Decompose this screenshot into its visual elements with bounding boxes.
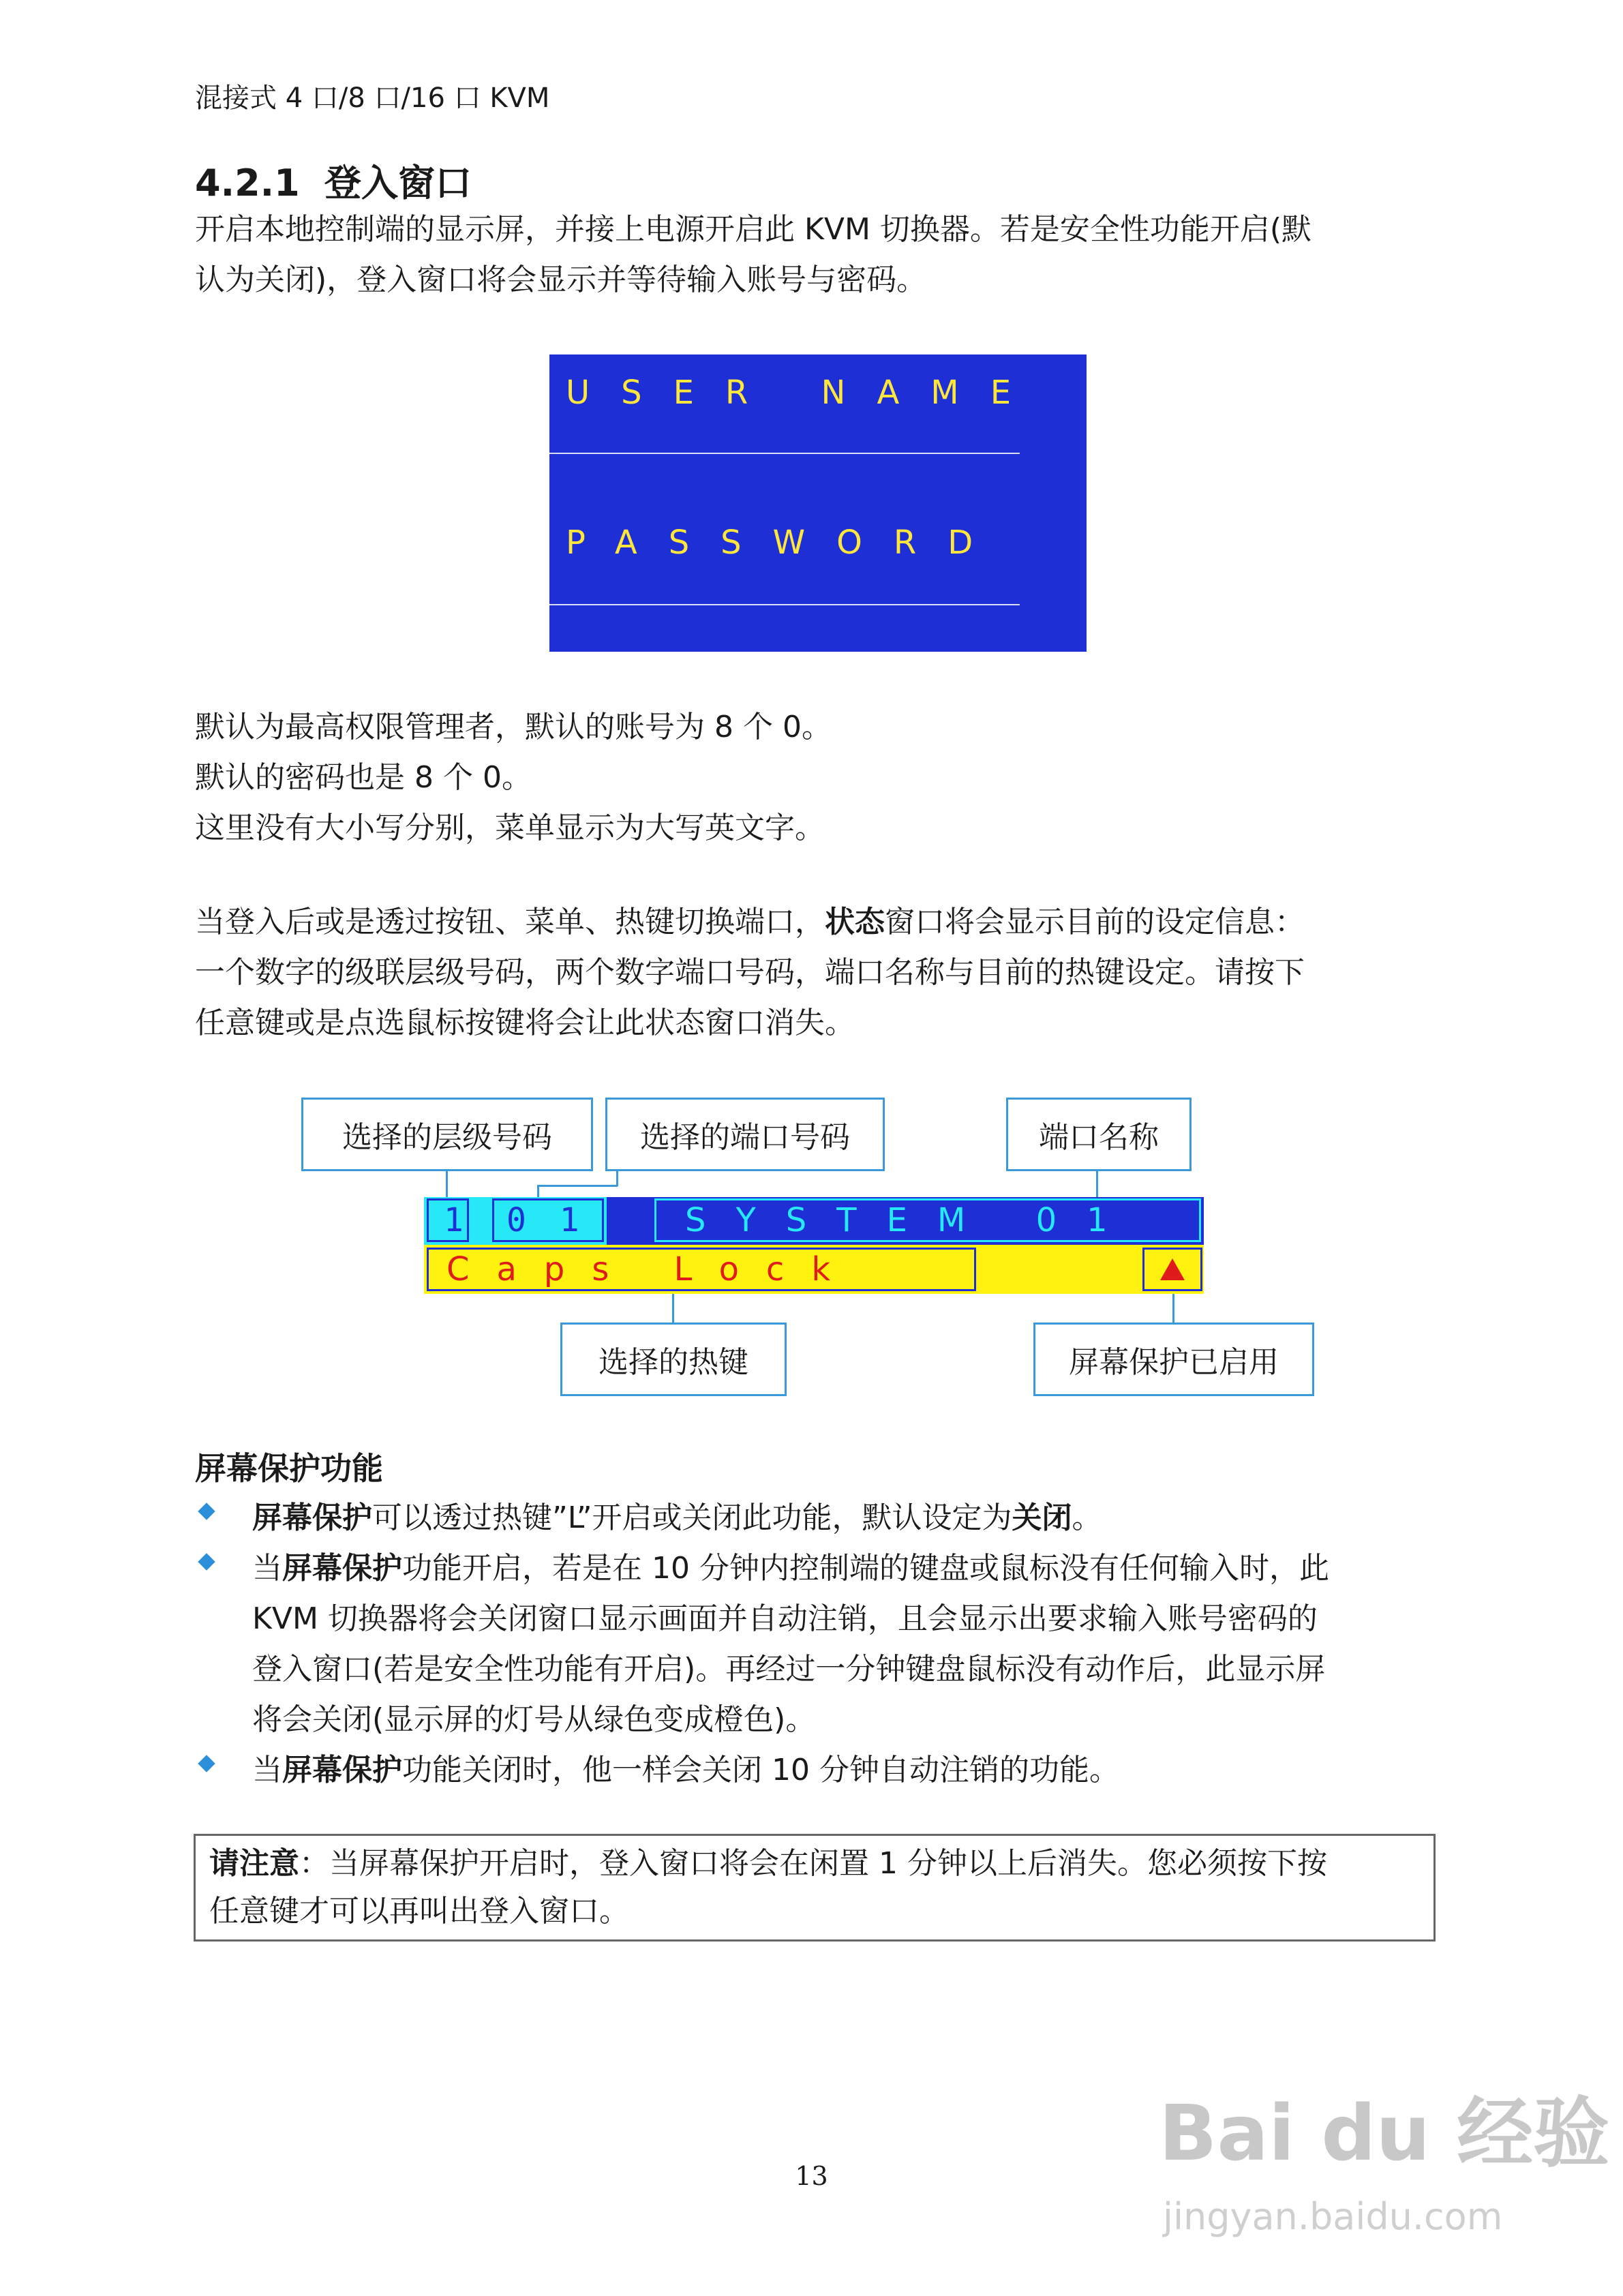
baidu-watermark-url: jingyan.baidu.com (1163, 2195, 1503, 2238)
callout-screensaver: 屏幕保护已启用 (1033, 1323, 1314, 1396)
password-label: PASSWORD (566, 524, 1005, 562)
hotkey-cell: Caps Lock (427, 1248, 976, 1291)
text-run: 当 (252, 1753, 282, 1787)
status-line-1 (195, 897, 1429, 948)
callout-port-name: 端口名称 (1006, 1098, 1192, 1171)
page-number: 13 (795, 2161, 828, 2191)
bullet-text (252, 1543, 1422, 1745)
text-run: 功能关闭时，他一样会关闭 10 分钟自动注销的功能。 (402, 1753, 1119, 1787)
defaults-line: 默认的密码也是 8 个 0。 (195, 760, 532, 795)
bold-run: 屏幕保护 (282, 1551, 402, 1586)
bullet-text (252, 1745, 1422, 1796)
note-label: 请注意 (209, 1846, 299, 1881)
connector-name (1096, 1171, 1098, 1200)
bullet-text (252, 1493, 1422, 1543)
callout-level-number: 选择的层级号码 (301, 1098, 593, 1171)
connector-level (446, 1171, 448, 1200)
bullet-diamond-icon (198, 1755, 215, 1772)
text-run: 。 (1072, 1500, 1102, 1535)
bullet-item (195, 1745, 1422, 1796)
connector-saver (1172, 1294, 1174, 1323)
text-run: 当 (252, 1551, 282, 1586)
defaults-line: 默认为最高权限管理者，默认的账号为 8 个 0。 (195, 710, 832, 744)
note-box (194, 1834, 1436, 1942)
connector-port-v (616, 1171, 618, 1186)
bold-run: 关闭 (1012, 1500, 1072, 1535)
section-number: 4.2.1 (195, 162, 300, 205)
bullet-line: 登入窗口(若是安全性功能有开启)。再经过一分钟键盘鼠标没有动作后，此显示屏 (252, 1652, 1326, 1687)
screensaver-indicator (1142, 1248, 1202, 1291)
intro-paragraph (195, 205, 1429, 305)
username-label: USER NAME (566, 374, 1043, 412)
port-name-cell: SYSTEM 01 (654, 1198, 1201, 1242)
bullet-diamond-icon (198, 1553, 215, 1570)
status-line-2: 一个数字的级联层级号码，两个数字端口号码，端口名称与目前的热键设定。请按下 (195, 955, 1305, 990)
defaults-line: 这里没有大小写分别，菜单显示为大写英文字。 (195, 811, 825, 845)
bullet-item (195, 1543, 1422, 1745)
connector-hotkey (672, 1294, 674, 1323)
username-underline (549, 453, 1020, 454)
status-line-3: 任意键或是点选鼠标按键将会让此状态窗口消失。 (195, 1006, 855, 1040)
text-run: 功能开启，若是在 10 分钟内控制端的键盘或鼠标没有任何输入时，此 (402, 1551, 1329, 1586)
note-line-2: 任意键才可以再叫出登入窗口。 (209, 1894, 629, 1929)
bullet-diamond-icon (198, 1502, 215, 1520)
status-paragraph (195, 897, 1429, 1048)
text-run: 当登入后或是透过按钮、菜单、热键切换端口， (195, 905, 825, 939)
baidu-watermark-logo: Bai du 经验 (1159, 2089, 1610, 2178)
intro-line: 开启本地控制端的显示屏，并接上电源开启此 KVM 切换器。若是安全性功能开启(默 (195, 212, 1312, 247)
text-run: ：当屏幕保护开启时，登入窗口将会在闲置 1 分钟以上后消失。您必须按下按 (299, 1846, 1327, 1881)
text-run: 窗口将会显示目前的设定信息： (885, 905, 1305, 939)
callout-port-number: 选择的端口号码 (605, 1098, 885, 1171)
running-header: 混接式 4 口/8 口/16 口 KVM (195, 82, 550, 114)
bullet-line: 将会关闭(显示屏的灯号从绿色变成橙色)。 (252, 1702, 816, 1737)
connector-port-h (537, 1185, 618, 1187)
bullet-line (252, 1543, 1422, 1594)
text-run: 可以透过热键”L”开启或关闭此功能，默认设定为 (372, 1500, 1012, 1535)
section-title: 登入窗口 (324, 162, 472, 205)
level-cell: 1 (427, 1198, 469, 1242)
section-heading (195, 154, 472, 207)
login-screen (549, 354, 1087, 652)
triangle-up-icon (1159, 1257, 1186, 1282)
bold-run: 状态 (825, 905, 885, 939)
screensaver-heading: 屏幕保护功能 (195, 1450, 383, 1487)
bullet-item (195, 1493, 1422, 1543)
note-line-1 (209, 1840, 1420, 1888)
bullet-line: KVM 切换器将会关闭窗口显示画面并自动注销，且会显示出要求输入账号密码的 (252, 1601, 1318, 1636)
intro-line: 认为关闭)，登入窗口将会显示并等待输入账号与密码。 (195, 262, 927, 297)
port-cell: 0 1 (492, 1198, 604, 1242)
bold-run: 屏幕保护 (252, 1500, 372, 1535)
defaults-paragraph (195, 702, 1429, 854)
callout-hotkey: 选择的热键 (560, 1323, 787, 1396)
bold-run: 屏幕保护 (282, 1753, 402, 1787)
password-underline (549, 604, 1020, 605)
